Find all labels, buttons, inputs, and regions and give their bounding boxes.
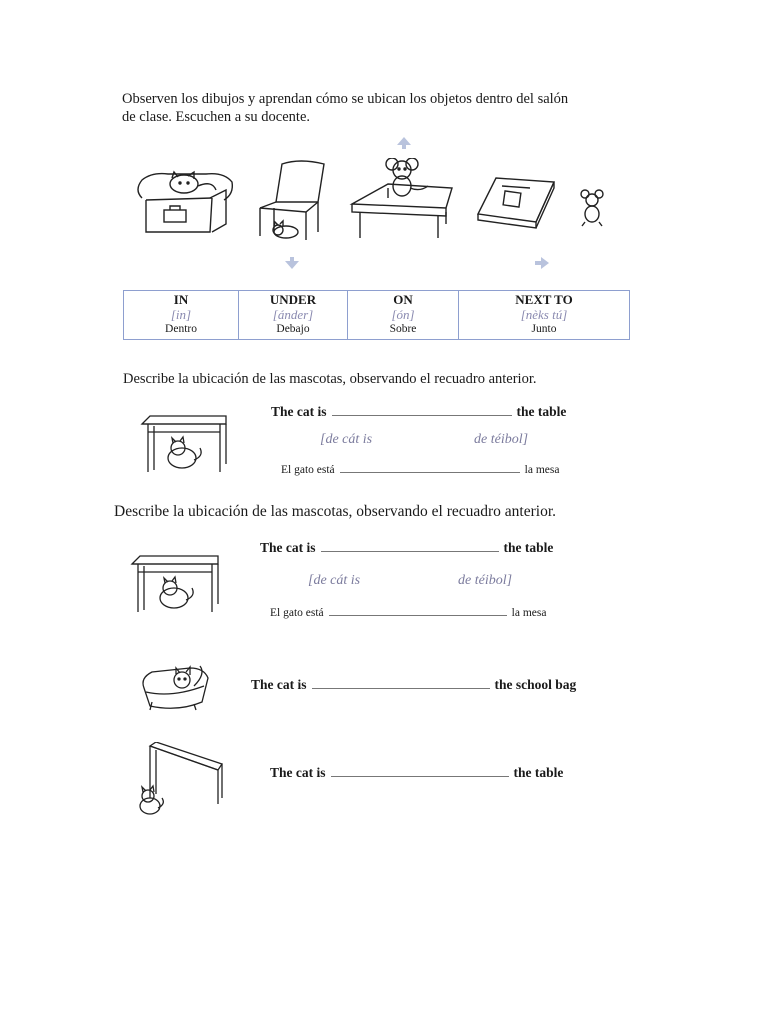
sentence-start: The cat is [251, 677, 307, 692]
sentence-end: the table [503, 540, 554, 555]
prep-spanish: Junto [531, 323, 557, 335]
sentence-start: The cat is [271, 404, 327, 419]
intro-line-1: Observen los dibujos y aprendan cómo se ubican los objetos dentro del salón [122, 91, 569, 107]
mouse-next-to-book-picture [474, 174, 614, 230]
spanish-end: la mesa [511, 607, 547, 619]
table-row [124, 291, 630, 340]
prep-spanish: Debajo [276, 323, 310, 335]
prep-cell-in [124, 291, 239, 340]
prepositions-table [123, 290, 630, 340]
answer-blank[interactable] [312, 687, 490, 689]
answer-blank[interactable] [331, 775, 509, 777]
answer-blank[interactable] [332, 414, 512, 416]
pronunciation-start: [de cát is [320, 432, 373, 447]
section-1-instruction: Describe la ubicación de las mascotas, observando el recuadro anterior. [123, 371, 537, 387]
cat-under-table-picture [140, 414, 230, 476]
prep-pronunciation: [nèks tú] [520, 307, 568, 322]
intro-text [122, 90, 652, 126]
intro-line-2: de clase. Escuchen a su docente. [122, 109, 311, 125]
sentence-start: The cat is [260, 540, 316, 555]
prep-word: UNDER [269, 292, 317, 307]
prep-word: NEXT TO [515, 292, 573, 307]
pronunciation-end: de téibol] [474, 432, 529, 447]
prep-pronunciation: [ón] [391, 307, 415, 322]
sentence-end: the table [513, 765, 564, 780]
mouse-on-table-picture [348, 158, 458, 242]
prep-pronunciation: [in] [170, 307, 192, 322]
exercise-4-sentence [270, 765, 563, 781]
arrow-up-icon [396, 136, 412, 150]
exercise-2-sentence [260, 540, 553, 556]
cat-in-bag-picture [128, 160, 238, 240]
prep-word: IN [173, 292, 189, 307]
pronunciation-start: [de cát is [308, 573, 361, 588]
answer-blank[interactable] [340, 471, 520, 473]
pronunciation-end: de téibol] [458, 573, 513, 588]
prep-cell-next-to [459, 291, 630, 340]
sentence-end: the table [516, 404, 567, 419]
exercise-2-spanish [270, 607, 546, 619]
prep-cell-on [348, 291, 459, 340]
exercise-1-sentence [271, 404, 566, 420]
prep-pronunciation: [ánder] [272, 307, 314, 322]
spanish-end: la mesa [524, 464, 560, 476]
exercise-1-spanish [281, 464, 559, 476]
spanish-start: El gato está [281, 464, 335, 476]
prep-cell-under [239, 291, 348, 340]
sentence-end: the school bag [494, 677, 577, 692]
arrow-down-icon [284, 256, 300, 270]
prep-word: ON [393, 292, 413, 307]
prep-spanish: Sobre [389, 323, 417, 335]
section-2-instruction: Describe la ubicación de las mascotas, observando el recuadro anterior. [114, 503, 556, 520]
exercise-3-sentence [251, 677, 576, 693]
cat-next-to-table-picture [134, 742, 226, 816]
answer-blank[interactable] [329, 614, 507, 616]
cat-under-table-picture [130, 554, 222, 616]
prep-spanish: Dentro [165, 323, 197, 335]
sentence-start: The cat is [270, 765, 326, 780]
arrow-right-icon [534, 256, 550, 270]
answer-blank[interactable] [321, 550, 499, 552]
spanish-start: El gato está [270, 607, 324, 619]
cat-under-chair-picture [252, 156, 342, 242]
cat-in-school-bag-picture [138, 658, 214, 716]
